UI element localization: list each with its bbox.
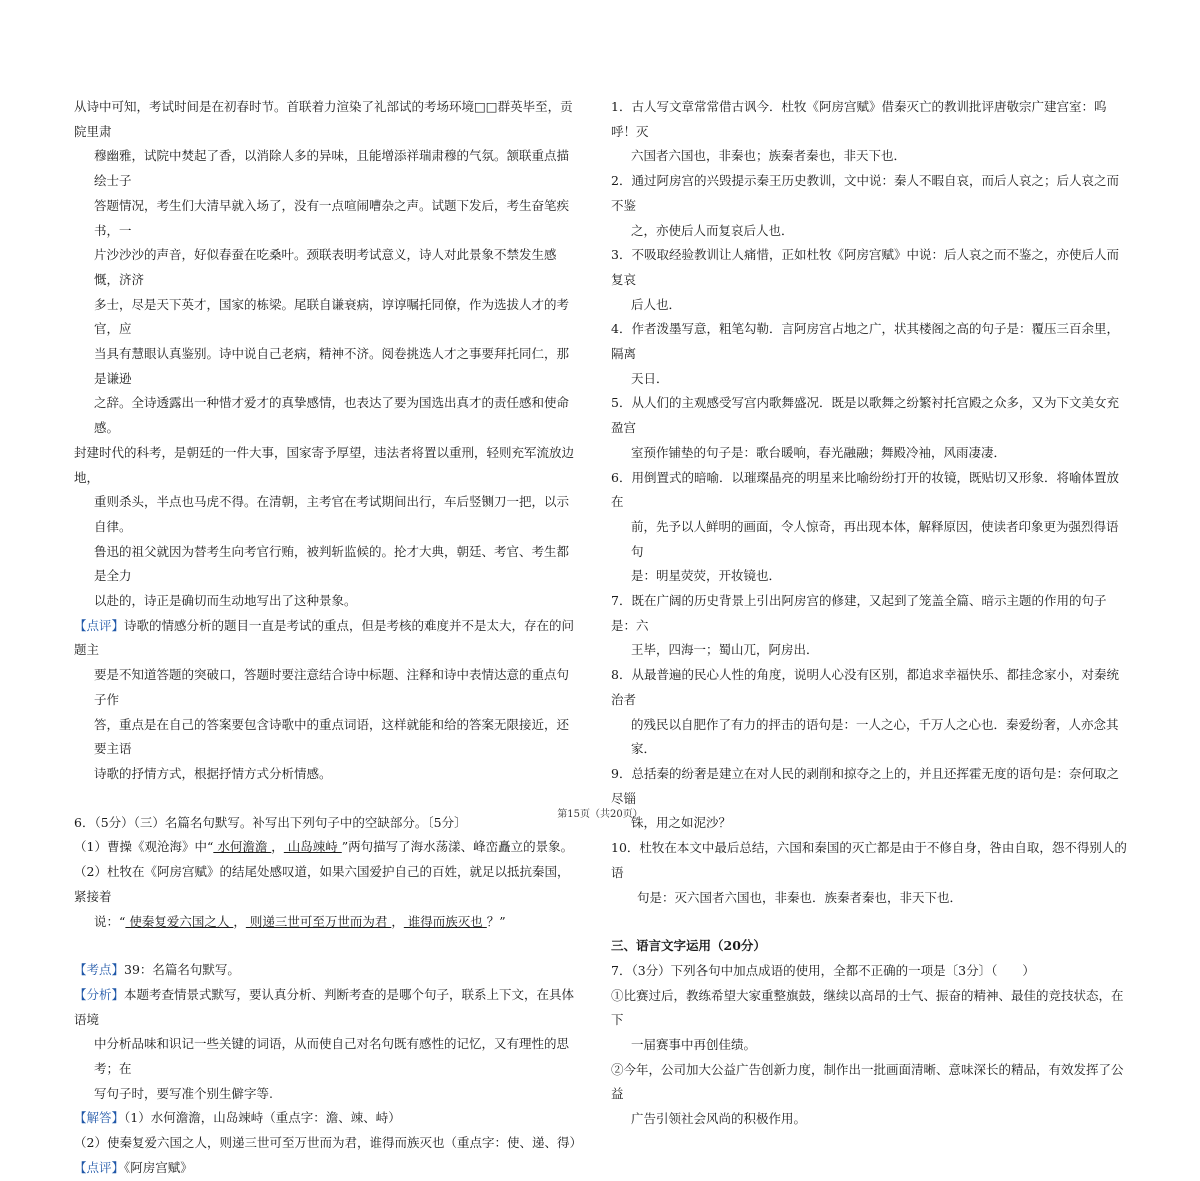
q6-1-prefix: （1）曹操《观沧海》中“ [74, 839, 214, 855]
answer-blank: 谁得而族灭也 [403, 913, 487, 929]
fenxi-line: 中分析品味和识记一些关键的词语，从而使自己对名句既有感性的记忆，又有理性的思考；在 [94, 1036, 570, 1077]
analysis-line: 当具有慧眼认真鉴别。诗中说自己老病，精神不济。阅卷挑选人才之事要拜托同仁，那是谦逊 [94, 346, 570, 386]
answer-blank: 使秦复爱六国之人 [125, 913, 234, 929]
q6-2-sep: ， [233, 913, 246, 929]
keju-line: 封建时代的科考，是朝廷的一件大事，国家寄予厚望，违法者将置以重刑，轻则充军流放边地， [74, 444, 575, 485]
comment-tag: 【点评】 [74, 1159, 125, 1175]
comment-block [74, 614, 577, 787]
option-2: ②今年，公司加大公益广告创新力度，制作出一批画面清晰、意味深长的精品，有效发挥了公益 [611, 1061, 1124, 1102]
keju-line: 重则杀头，半点也马虎不得。在清朝，主考官在考试期间出行，车后竖铡刀一把，以示自律。 [94, 494, 570, 534]
q6-2-sep: ， [391, 913, 404, 929]
comment-line: 诗歌的抒情方式，根据抒情方式分析情感。 [94, 765, 332, 781]
list-item: 4．作者泼墨写意，粗笔勾勒．言阿房宫占地之广，状其楼阁之高的句子是：覆压三百余里，隔离 天日． [611, 321, 1119, 386]
analysis-line: 从诗中可知，考试时间是在初春时节。首联着力渲染了礼部试的考场环境□□群英毕至，贡院里肃 [74, 99, 573, 139]
keju-background [74, 441, 577, 614]
kaodian-tag: 【考点】 [74, 962, 125, 978]
q6-1-suffix: ”两句描写了海水荡漾、峰峦矗立的景象。 [341, 839, 574, 855]
jieda-tag: 【解答】 [74, 1110, 125, 1126]
list-item: 1．古人写文章常常借古讽今．杜牧《阿房宫赋》借秦灭亡的教训批评唐敬宗广建宫室：呜呼！灭 六国者六国也，非秦也；族秦者秦也，非天下也． [611, 99, 1107, 164]
answer-blank: 水何澹澹 [213, 839, 272, 855]
list-item: 7．既在广阔的历史背景上引出阿房宫的修建，又起到了笼盖全篇、暗示主题的作用的句子是：六 王毕，四海一；蜀山兀，阿房出． [611, 593, 1107, 658]
comment-line: 诗歌的情感分析的题目一直是考试的重点，但是考核的难度并不是太大，存在的问题主 [74, 617, 575, 658]
comment-line: 要是不知道答题的突破口，答题时要注意结合诗中标题、注释和诗中表情达意的重点句子作 [94, 667, 570, 707]
option-1-cont: 一届赛事中再创佳绩。 [631, 1037, 757, 1053]
list-item: 9．总括秦的纷奢是建立在对人民的剥削和掠夺之上的，并且还挥霍无度的语句是：奈何取之尽锱 铢，用之如泥沙？ [611, 765, 1119, 831]
kaodian [74, 958, 577, 983]
list-item: 10．杜牧在本文中最后总结，六国和秦国的灭亡都是由于不修自身，咎由自取，怨不得别人的语 句是：灭六国者六国也，非秦也．族秦者秦也，非天下也． [611, 840, 1127, 905]
answer-blank: 则递三世可至万世而为君 [245, 913, 392, 929]
comment-text: 《阿房宫赋》 [124, 1159, 193, 1175]
numbered-list [611, 95, 1127, 910]
q6-2-prefix: 说：“ [94, 913, 126, 929]
fenxi-line: 本题考查情景式默写，要认真分析、判断考查的是哪个句子，联系上下文，在具体语境 [74, 986, 575, 1027]
analysis-line: 穆幽雅，试院中焚起了香，以消除人多的异味，且能增添祥瑞肃穆的气氛。颔联重点描绘士子 [94, 148, 570, 189]
jieda-2: （2）使秦复爱六国之人，则递三世可至万世而为君，谁得而族灭也（重点字：使、递、得） [74, 1135, 582, 1151]
question-6-part-2-answer [74, 910, 577, 935]
q6-1-comma: ， [271, 839, 284, 855]
analysis-line: 片沙沙沙的声音，好似春蚕在吃桑叶。颈联表明考试意义，诗人对此景象不禁发生感慨，济济 [94, 247, 557, 287]
option-1: ①比赛过后，教练希望大家重整旗鼓，继续以高昂的士气、振奋的精神、最佳的竞技状态，在下 [611, 987, 1124, 1028]
option-2-cont: 广告引领社会风尚的积极作用。 [631, 1111, 807, 1127]
jieda [74, 1106, 577, 1131]
list-item: 2．通过阿房宫的兴毁提示秦王历史教训，文中说：秦人不暇自哀，而后人哀之；后人哀之而不鉴 之，亦使后人而复哀后人也． [611, 173, 1119, 238]
list-item: 6．用倒置式的暗喻．以璀璨晶亮的明星来比喻纷纷打开的妆镜，既贴切又形象．将喻体置放在 前，先予以人鲜明的画面，令人惊奇，再出现本体，解释原因，使读者印象更为强烈得语句 是：明星荧荧，开妆镜也． [611, 469, 1119, 584]
jieda-text: （1）水何澹澹，山岛竦峙（重点字：澹、竦、峙） [124, 1110, 401, 1126]
poem-analysis [74, 95, 577, 441]
q6-2-suffix: ？” [486, 913, 506, 929]
analysis-line: 之辞。全诗透露出一种惜才爱才的真挚感情，也表达了要为国选出真才的责任感和使命感。 [94, 395, 570, 436]
fenxi-line: 写句子时，要写准个别生僻字等. [94, 1085, 273, 1101]
analysis-line: 答题情况，考生们大清早就入场了，没有一点喧闹嘈杂之声。试题下发后，考生奋笔疾书，一 [94, 197, 570, 238]
analysis-line: 多士，尽是天下英才，国家的栋梁。尾联自谦衰病，谆谆嘱托同僚，作为选拔人才的考官，应 [94, 296, 570, 337]
kaodian-text: 39：名篇名句默写。 [124, 962, 240, 978]
list-item: 3．不吸取经验教训让人痛惜，正如杜牧《阿房宫赋》中说：后人哀之而不鉴之，亦使后人而复哀 后人也． [611, 247, 1119, 312]
keju-line: 以赴的，诗正是确切而生动地写出了这种景象。 [94, 593, 357, 609]
question-6-part-2: （2）杜牧在《阿房宫赋》的结尾处感叹道，如果六国爱护自己的百姓，就足以抵抗秦国，紧接着 [74, 864, 570, 904]
page-footer: 第15页（共20页） [557, 809, 643, 820]
left-column [74, 95, 582, 1181]
comment-2 [74, 1156, 577, 1181]
answer-blank: 山岛竦峙 [283, 839, 342, 855]
keju-line: 鲁迅的祖父就因为替考生向考官行贿，被判斩监候的。抡才大典，朝廷、考官、考生都是全力 [94, 543, 570, 584]
right-column [611, 95, 1127, 1132]
question-6 [74, 811, 577, 935]
fenxi-block [74, 983, 577, 1107]
list-item: 5．从人们的主观感受写宫内歌舞盛况．既是以歌舞之纷繁衬托宫殿之众多，又为下文美女充盈宫 室预作铺垫的句子是：歌台暖响，春光融融；舞殿冷袖，风雨凄凄． [611, 395, 1119, 460]
section-heading: 三、语言文字运用（20分） [611, 938, 766, 954]
comment-line: 答，重点是在自己的答案要包含诗歌中的重点词语，这样就能和给的答案无限接近，还要主语 [94, 716, 570, 757]
question-title: 6．（5分）（三）名篇名句默写。补写出下列句子中的空缺部分。〔5分〕 [74, 814, 467, 830]
comment-tag: 【点评】 [74, 617, 125, 633]
question-7: 7．（3分）下列各句中加点成语的使用，全都不正确的一项是〔3分〕（ ） [611, 962, 1035, 978]
fenxi-tag: 【分析】 [74, 986, 125, 1002]
list-item: 8．从最普遍的民心人性的角度，说明人心没有区别，都追求幸福快乐、都挂念家小，对秦统治者 的残民以自肥作了有力的抨击的语句是：一人之心，千万人之心也．秦爱纷奢，人亦念其家． [611, 667, 1119, 757]
